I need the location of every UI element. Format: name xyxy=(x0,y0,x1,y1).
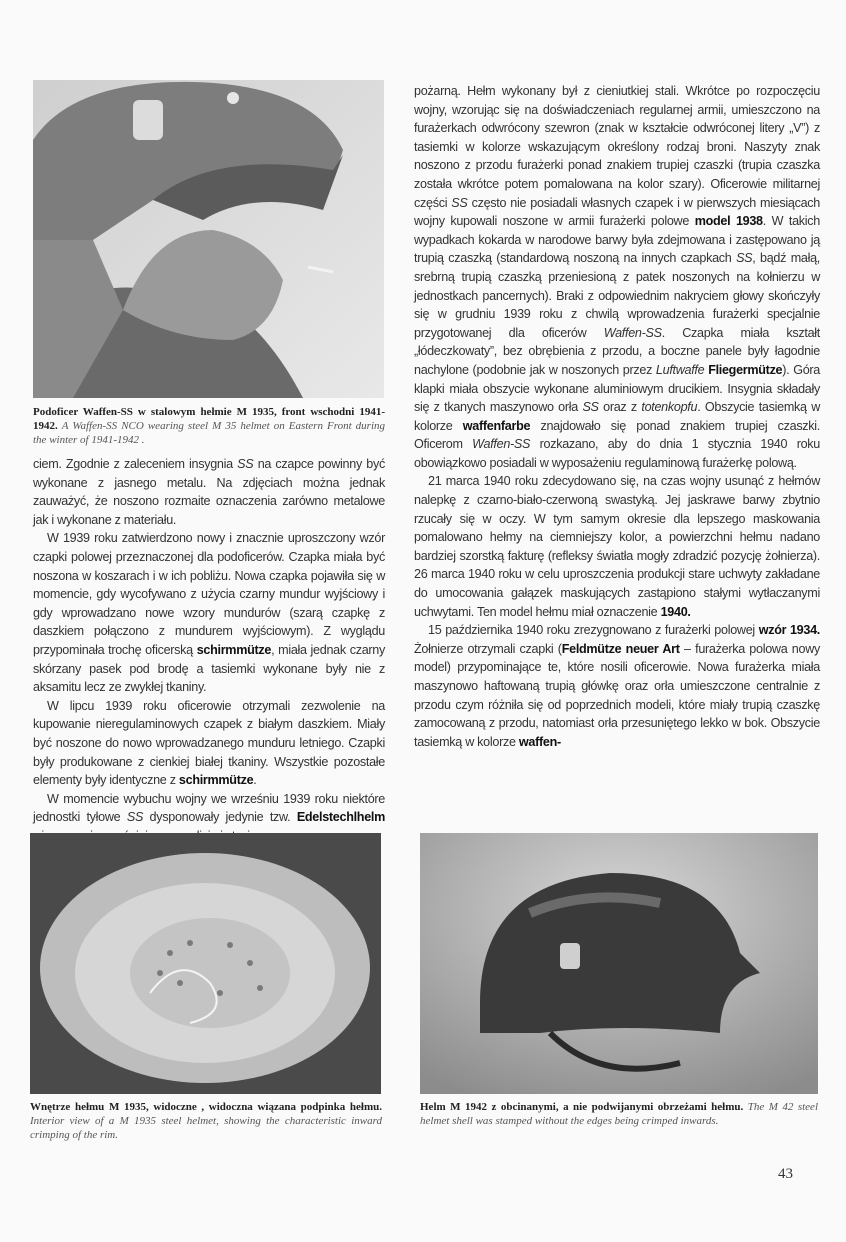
italic-term: SS xyxy=(126,810,144,825)
text-run: W 1939 roku zatwierdzono nowy i znacznie uproszczony wzór czapki polowej przeznaczonej dla podoficerów. Czapka miała być noszona w koszarach i w ich pobliżu. Nowa czapka pojawiła się w momencie, gdy wycofywano z użycia czarny mundur wyjściowy i gdy wprowadzano nowe wzory mundurów (szarą czapkę z daszkiem połączono z mundurem wyjściowym). Z wyglądu przypominała trochę oficerską xyxy=(33,531,385,657)
text-run: znajdowało się ponad znakiem trupiej czaszki. Oficerom xyxy=(414,418,821,452)
italic-term: Waffen-SS xyxy=(603,325,662,340)
italic-term: totenkopfu xyxy=(641,400,698,415)
text-run: ). Góra klapki miała obszycie wykonane aluminiowym drucikiem. Insygnia składały się z tkanych maszynowo orła xyxy=(414,362,821,415)
text-run: W momencie wybuchu wojny we wrześniu 1939 roku niektóre jednostki tyłowe xyxy=(33,791,385,825)
text-run: 15 października 1940 roku zrezygnowano z furażerki polowej xyxy=(428,623,759,638)
italic-term: Luftwaffe xyxy=(655,362,705,377)
bold-term: model 1938 xyxy=(694,214,763,229)
paragraph xyxy=(33,455,385,529)
left-column-text xyxy=(33,455,385,831)
paragraph xyxy=(33,529,385,696)
photo-m42-helmet xyxy=(420,833,818,1094)
caption-pl: Helm M 1942 z obcinanymi, a nie podwijanymi obrzeżami hełmu. xyxy=(420,1101,744,1113)
italic-term: SS xyxy=(582,400,599,415)
paragraph xyxy=(414,82,820,472)
text-run: ciem. Zgodnie z zaleceniem insygnia xyxy=(33,457,238,471)
bold-term: wzór 1934. xyxy=(758,623,820,638)
photo-soldier-helmet xyxy=(33,80,384,398)
caption-m42 xyxy=(420,1100,818,1128)
text-run: – furażerka polowa nowy model) przypominające te, które nosili oficerowie. Nowa furażerka miała maszynowo haftowaną trupią główkę oraz orła umieszczone centralnie z przodu czym różniła się od poprzednich modeli, które miały trupią czaszkę zamocowaną z przodu, natomiast orła przesuniętego lekko w bok. Obszycie tasiemką w kolorze xyxy=(414,641,820,749)
bold-term: Edelstechlhelm xyxy=(296,810,385,825)
bold-term: schirmmütze xyxy=(178,773,254,788)
bold-term: Fliegermütze xyxy=(708,362,783,377)
text-run: dysponowały jedynie tzw. xyxy=(143,810,297,825)
caption-soldier xyxy=(33,405,385,447)
text-run: , miała jednak czarny skórzany pasek pod brodę a tasiemki wykonane były nie z aksamitu lecz ze zwykłej tkaniny. xyxy=(33,642,385,695)
paragraph xyxy=(414,621,820,751)
caption-en: A Waffen-SS NCO wearing steel M 35 helmet on Eastern Front during the winter of 1941-1942 . xyxy=(33,420,386,446)
italic-term: SS xyxy=(736,251,753,266)
paragraph xyxy=(33,697,385,790)
caption-en: The M 42 steel helmet shell was stamped without the edges being crimped inwards. xyxy=(420,1101,818,1127)
bold-term: waffenfarbe xyxy=(462,418,531,433)
paragraph xyxy=(414,472,820,621)
italic-term: SS xyxy=(237,457,254,471)
text-run: oraz z xyxy=(598,400,642,415)
caption-pl: Podoficer Waffen-SS w stalowym hełmie M 1935, front wschodni 1941-1942. xyxy=(33,406,385,432)
text-run: . W takich wypadkach kokarda w narodowe barwy była zdejmowana i zastępowano ją trupią czaszką (standardową noszoną na innych czapkach xyxy=(414,214,820,266)
italic-term: SS xyxy=(451,195,468,210)
text-run: rozkazano, aby do dnia 1 stycznia 1940 roku obowiązkowo posiadali w wyposażeniu regulaminową furażerkę polową. xyxy=(414,437,820,470)
text-run: 21 marca 1940 roku zdecydowano się, na czas wojny usunąć z hełmów nalepkę z czarno-biało-czerwoną swastyką. Jej jaskrawe barwy zbytnio rzucały się w oczy. W tym samym okresie dla lepszego maskowania pomalowano hełmy na ciemniejszy kolor, a powierzchni hełmu nadano bardziej szorstką fakturę (refleksy światła mogły zdradzić pozycję żołnierza). 26 marca 1940 roku w celu uproszczenia produkcji stare uchwyty zakładane do umocowania gałązek maskujących zastąpiono stałymi wytłaczanymi uchwytami. Ten model hełmu miał oznaczenie xyxy=(414,474,820,619)
photo-helmet-interior xyxy=(30,833,381,1094)
caption-interior xyxy=(30,1100,382,1142)
text-run: często nie posiadali własnych czapek i w pierwszych miesiącach wojny kupowali noszone w armii furażerki polowe xyxy=(414,195,820,229)
text-run: . Czapka miała kształt „łódeczkowaty”, bez obrębienia z przodu, a boczne panele były łagodnie nachylone (podobnie jak w noszonych przez xyxy=(414,325,820,377)
bold-term: schirmmütze xyxy=(196,642,272,657)
caption-en: Interior view of a M 1935 steel helmet, showing the characteristic inward crimping of the rim. xyxy=(30,1115,382,1141)
text-run: . Obszycie tasiemką w kolorze xyxy=(414,400,820,433)
text-run: pożarną. Hełm wykonany był z cieniutkiej stali. Wkrótce po rozpoczęciu wojny, wzorując się na doświadczeniach regularnej armii, umieszczono na furażerkach odwrócony szewron (znak w kształcie odwróconej litery „V”) z tasiemki w kolorze wskazującym określony rodzaj broni. Naszyty znak noszono z przodu furażerki ponad znakiem trupiej czaszki (trupia czaszka została wkrótce potem pomalowana na kolor szary). Oficerowie militarnej części xyxy=(414,84,820,210)
page-number: 43 xyxy=(778,1166,793,1182)
text-run: W lipcu 1939 roku oficerowie otrzymali zezwolenie na kupowanie nieregulaminowych czapek z białym daszkiem. Miały być noszone do nowo wprowadzanego munduru letniego. Czapki były produkowane z cienkiej białej tkaniny. Wszystkie pozostałe elementy były identyczne z xyxy=(33,698,385,788)
italic-term: Waffen-SS xyxy=(472,437,531,452)
right-column-text xyxy=(414,82,820,751)
text-run: na czapce powinny być wykonane z jasnego metalu. Na zdjęciach można jednak zauważyć, że noszono rozmaite oznaczenia zarówno metalowe jak i wykonane z materiału. xyxy=(33,457,385,527)
text-run: Żołnierze otrzymali czapki ( xyxy=(414,641,562,656)
bold-term: 1940. xyxy=(660,604,691,619)
text-run: , bądź małą, srebrną trupią czaszką przeniesioną z patek noszonych na kołnierzu w jednostkach pancernych). Braki z odpowiednim nakryciem głowy skończyły się w grudniu 1939 roku z chwilą wprowadzenia furażerki specjalnie przygotowanej dla oficerów xyxy=(414,251,820,340)
text-run: . xyxy=(253,773,257,788)
caption-pl: Wnętrze hełmu M 1935, widoczne , widoczna wiązana podpinka hełmu. xyxy=(30,1101,382,1113)
bold-term: waffen- xyxy=(518,734,561,749)
bold-term: Feldmütze neuer Art xyxy=(561,641,680,656)
